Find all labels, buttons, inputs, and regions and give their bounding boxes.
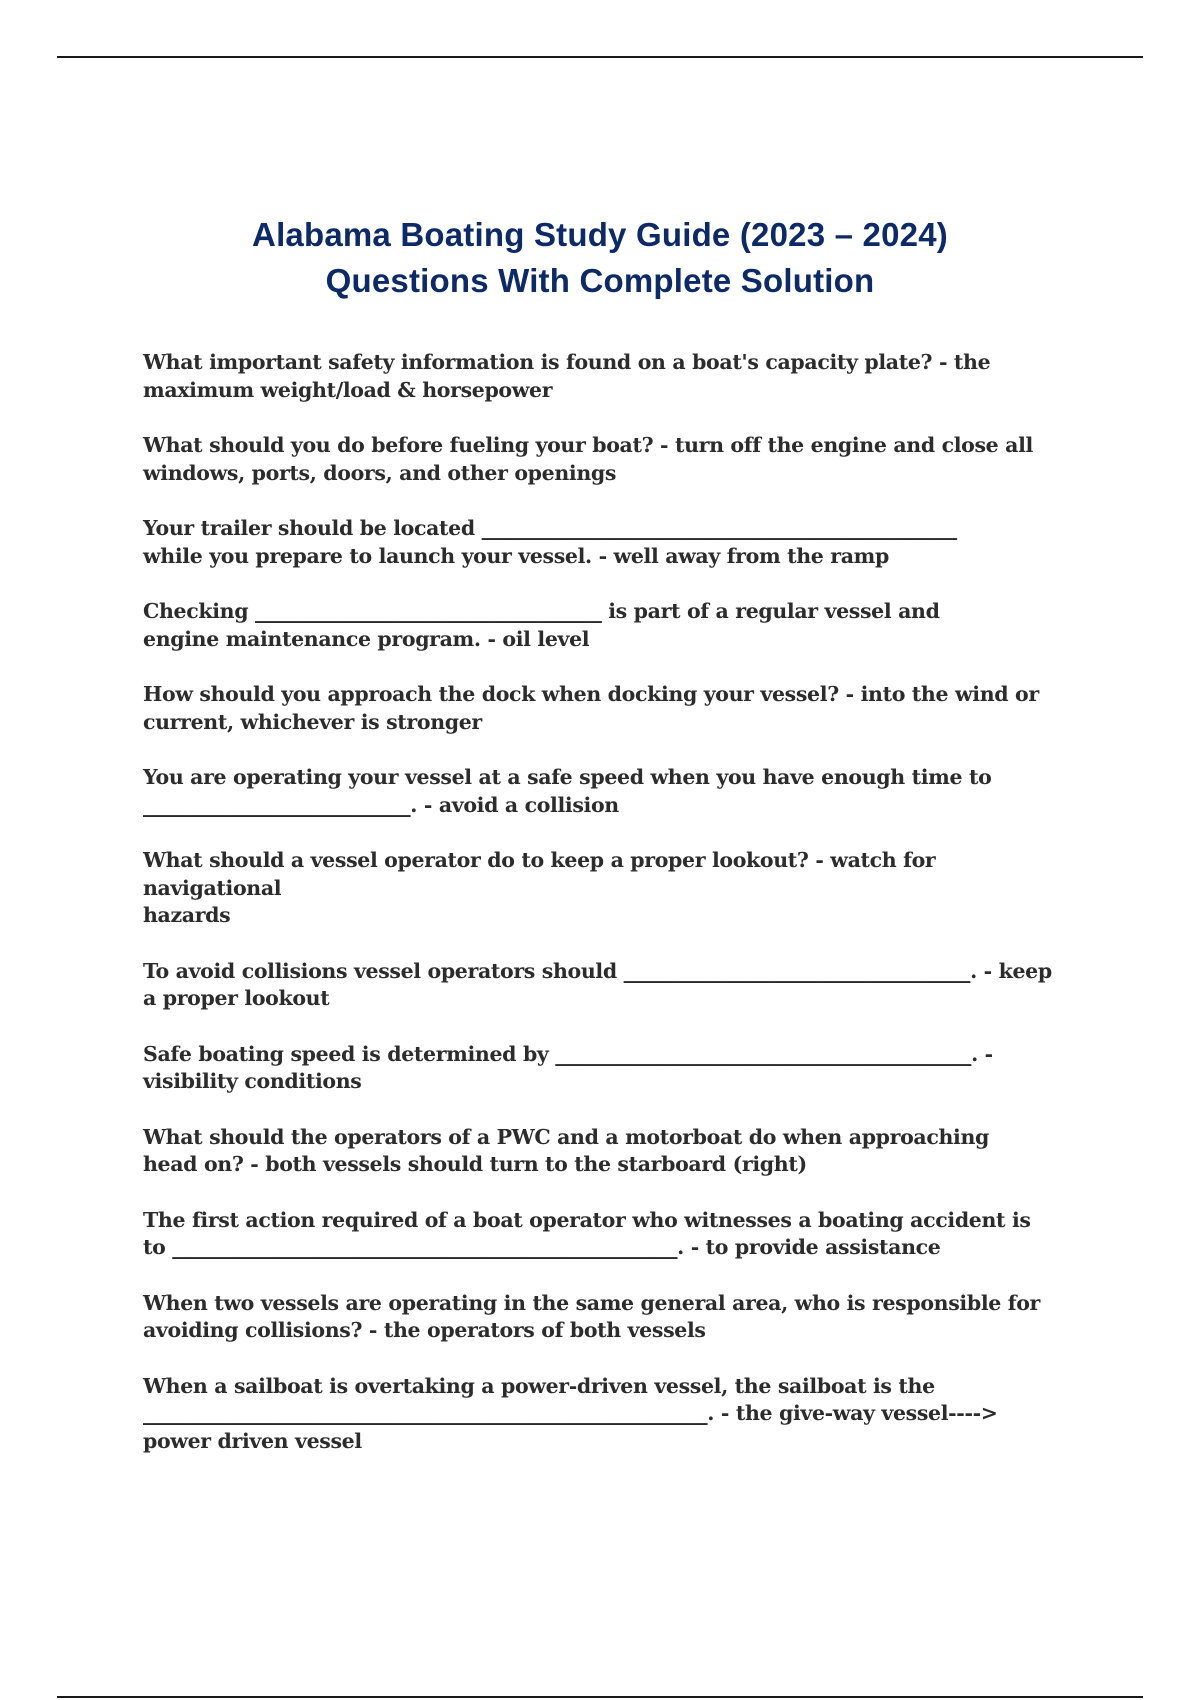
qa-line: a proper lookout — [143, 986, 330, 1010]
qa-item — [143, 1124, 1063, 1179]
qa-item — [143, 598, 1063, 653]
qa-line: Your trailer should be located ________________________________________________ — [143, 516, 957, 540]
qa-line: maximum weight/load & horsepower — [143, 377, 553, 402]
qa-line: The first action required of a boat operator who witnesses a boating accident is — [143, 1207, 1031, 1232]
title-line-1: Alabama Boating Study Guide (2023 – 2024) — [252, 216, 948, 253]
qa-line: When a sailboat is overtaking a power-driven vessel, the sailboat is the — [143, 1373, 935, 1398]
qa-line: avoiding collisions? - the operators of both vessels — [143, 1318, 706, 1342]
bottom-rule — [57, 1696, 1143, 1698]
qa-line: You are operating your vessel at a safe speed when you have enough time to — [143, 765, 992, 789]
qa-line: windows, ports, doors, and other openings — [143, 460, 617, 485]
top-rule — [57, 56, 1143, 58]
document-title — [0, 212, 1200, 304]
qa-line: ___________________________. - avoid a collision — [143, 792, 619, 817]
qa-line: How should you approach the dock when docking your vessel? - into the wind or — [143, 682, 1039, 706]
qa-line: When two vessels are operating in the same general area, who is responsible for — [143, 1290, 1041, 1315]
title-line-2: Questions With Complete Solution — [325, 262, 875, 299]
qa-line: to ___________________________________________________. - to provide assistance — [143, 1235, 941, 1259]
qa-item — [143, 1207, 1063, 1262]
qa-item — [143, 432, 1063, 487]
qa-item — [143, 1041, 1063, 1096]
qa-line: Checking ___________________________________ is part of a regular vessel and — [143, 599, 940, 623]
qa-line: What important safety information is found on a boat's capacity plate? - the — [143, 350, 991, 374]
qa-item — [143, 515, 1063, 570]
qa-item — [143, 349, 1063, 404]
qa-item — [143, 1373, 1063, 1456]
qa-line: What should the operators of a PWC and a motorboat do when approaching — [143, 1124, 990, 1149]
qa-line: To avoid collisions vessel operators should ___________________________________. - keep — [143, 958, 1052, 983]
qa-item — [143, 1290, 1063, 1345]
qa-item — [143, 958, 1063, 1013]
qa-line: head on? - both vessels should turn to the starboard (right) — [143, 1152, 807, 1176]
qa-line: What should you do before fueling your boat? - turn off the engine and close all — [143, 433, 1033, 457]
qa-line: current, whichever is stronger — [143, 709, 482, 734]
qa-line: What should a vessel operator do to keep a proper lookout? - watch for navigational — [143, 848, 943, 900]
qa-item — [143, 681, 1063, 736]
qa-line: hazards — [143, 903, 231, 927]
qa-line: Safe boating speed is determined by __________________________________________. - — [143, 1041, 993, 1066]
qa-line: while you prepare to launch your vessel. - well away from the ramp — [143, 543, 889, 568]
qa-item — [143, 847, 1063, 930]
qa-line: engine maintenance program. - oil level — [143, 626, 590, 651]
qa-line: power driven vessel — [143, 1428, 362, 1453]
qa-line: _________________________________________________________. - the give-way vessel----> — [143, 1401, 998, 1425]
qa-item — [143, 764, 1063, 819]
qa-line: visibility conditions — [143, 1069, 362, 1093]
qa-list — [143, 349, 1063, 1483]
